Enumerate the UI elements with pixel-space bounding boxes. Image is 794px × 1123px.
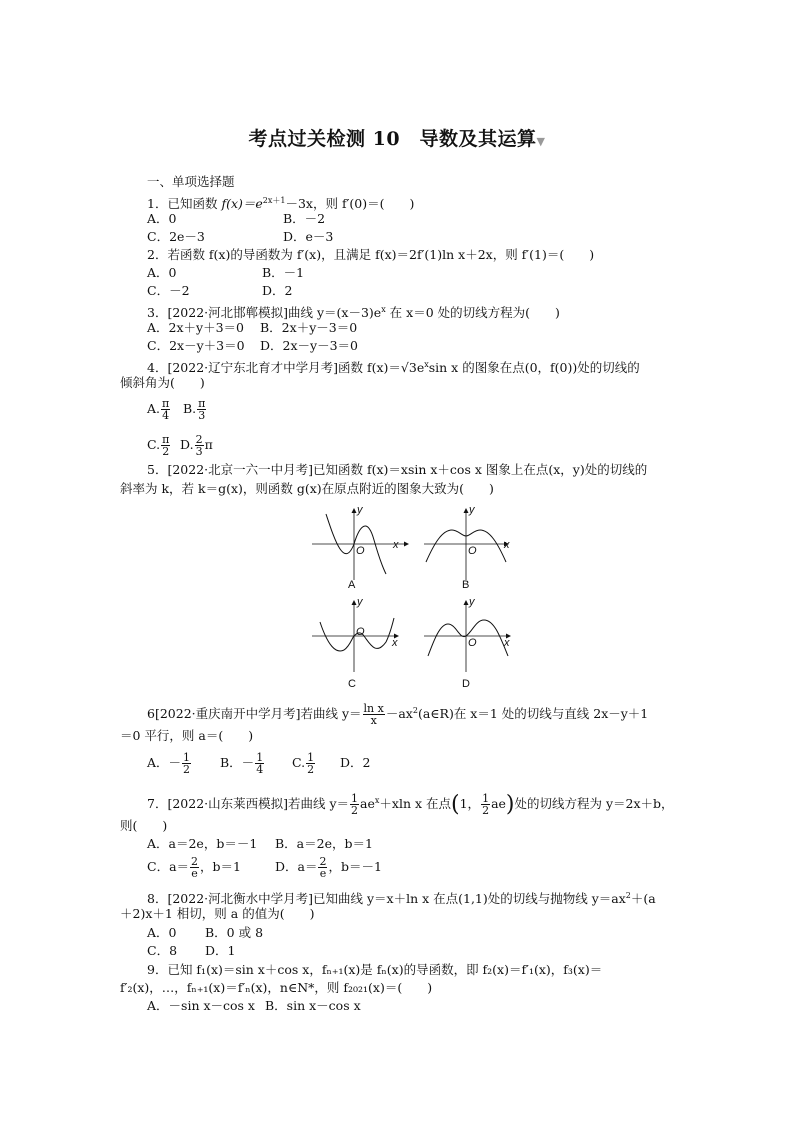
question-8-stem-line2: ＋2)x＋1 相切，则 a 的值为( ) <box>120 906 315 921</box>
fraction: $\frac{\pi}{2}$ <box>162 433 170 458</box>
question-6-option-d: D．2 <box>340 755 371 770</box>
graph-d <box>424 596 524 672</box>
graph-d-label: D <box>462 678 470 690</box>
fraction: $\frac{\pi}{4}$ <box>162 397 170 422</box>
question-7-stem: 7．[2022·山东莱西模拟]若曲线 y＝ $\frac{1}{2}$ $ae^x+xln$ x 在点(1， $\frac{1}{2}$ ae)处的切线方程为 y＝2x＋b， <box>147 792 674 818</box>
fraction: $\frac{1}{2}$ <box>307 751 315 776</box>
question-9-stem-line2: f′₂(x)，…，fₙ₊₁(x)＝f′ₙ(x)，n∈N*，则 f₂₀₂₁(x)＝( ) <box>120 980 433 995</box>
question-5-stem-line2: 斜率为 k，若 k＝g(x)，则函数 g(x)在原点附近的图象大致为( ) <box>120 481 494 496</box>
x-axis-label: x <box>393 539 399 551</box>
sqrt-symbol: √3 <box>400 360 417 376</box>
graph-a-label: A <box>348 579 356 591</box>
question-8-option-c: C．8 <box>147 943 178 958</box>
question-2-option-d: D．2 <box>262 283 293 298</box>
fraction: $\frac{\pi}{3}$ <box>198 397 206 422</box>
question-7-option-c: C．a＝ $\frac{2}{e}$ ，b＝1 <box>147 855 241 880</box>
question-4-option-d: D. $\frac{2}{3}$ π <box>180 433 213 458</box>
section-heading: 一、单项选择题 <box>147 174 235 189</box>
fraction: $\frac{2}{e}$ <box>191 855 199 880</box>
x-axis-label: x <box>392 637 398 649</box>
question-3-option-c: C．2x－y＋3＝0 <box>147 338 245 353</box>
fraction: $\frac{\text{ln x}}{x}$ <box>363 702 384 728</box>
question-4-stem-line2: 倾斜角为( ) <box>120 375 205 390</box>
question-3-option-b: B．2x＋y－3＝0 <box>260 320 358 335</box>
origin-label: O <box>356 545 365 557</box>
y-axis-label: y <box>357 596 363 608</box>
question-1-stem: 1．已知函数 $f(x)=e^{2x+1}-3x$，则 f′(0)＝( ) <box>147 196 415 212</box>
question-9-option-b: B．sin x－cos x <box>265 998 361 1013</box>
question-4-stem: 4．[2022·辽宁东北育才中学月考]函数 $f(x)=√3e^x\sin$ x 的图象在点(0，f(0))处的切线的 <box>147 360 640 376</box>
question-3-stem: 3．[2022·河北邯郸模拟]曲线 $y=(x-3)e^x$ 在 x＝0 处的切线方程为( ) <box>147 305 560 321</box>
question-2-option-c: C．－2 <box>147 283 190 298</box>
x-axis-label: x <box>504 539 510 551</box>
title-text: 考点过关检测 10 导数及其运算 <box>248 128 537 150</box>
question-3-option-d: D．2x－y－3＝0 <box>260 338 358 353</box>
y-axis-label: y <box>357 504 363 516</box>
question-7-option-b: B．a＝2e，b＝1 <box>275 836 373 851</box>
origin-label: O <box>468 637 477 649</box>
question-6-option-c: C. $\frac{1}{2}$ <box>292 751 315 776</box>
question-9-stem: 9．已知 f₁(x)＝sin x＋cos x，fₙ₊₁(x)是 fₙ(x)的导函数，即 f₂(x)＝f′₁(x)，f₃(x)＝ <box>147 962 603 977</box>
question-1-option-b: B．－2 <box>283 211 326 226</box>
page-title <box>0 124 794 151</box>
dropdown-triangle-icon: ▼ <box>536 135 546 148</box>
fraction: $\frac{1}{2}$ <box>183 751 191 776</box>
question-3-option-a: A．2x＋y＋3＝0 <box>147 320 244 335</box>
origin-label: O <box>356 626 365 638</box>
left-paren: ( <box>451 792 460 818</box>
question-8-stem: 8．[2022·河北衡水中学月考]已知曲线 y＝x＋ln x 在点(1,1)处的切线与抛物线 $y=ax^2+(a$ <box>147 891 656 907</box>
fraction: $\frac{1}{4}$ <box>256 751 264 776</box>
question-2-option-b: B．－1 <box>262 265 305 280</box>
right-paren: ) <box>505 792 515 818</box>
question-1-option-d: D．e－3 <box>283 229 334 244</box>
question-7-option-a: A．a＝2e，b＝－1 <box>147 836 258 851</box>
question-8-option-b: B．0 或 8 <box>205 925 264 940</box>
fraction: $\frac{2}{e}$ <box>319 855 327 880</box>
fraction: $\frac{1}{2}$ <box>351 792 359 818</box>
question-6-stem-line2: ＝0 平行，则 a＝( ) <box>120 728 254 743</box>
question-7-option-d: D．a＝ $\frac{2}{e}$ ，b＝－1 <box>275 855 382 880</box>
question-9-option-a: A．－sin x－cos x <box>147 998 255 1013</box>
question-2-stem: 2．若函数 f(x)的导函数为 f′(x)，且满足 f(x)＝2f′(1)ln x＋2x，则 f′(1)＝( ) <box>147 247 595 262</box>
question-8-option-a: A．0 <box>147 925 177 940</box>
origin-label: O <box>468 545 477 557</box>
graph-c-label: C <box>348 678 356 690</box>
question-6-option-b: B．－ $\frac{1}{4}$ <box>220 751 264 776</box>
fraction: $\frac{2}{3}$ <box>195 433 203 458</box>
fraction: $\frac{1}{2}$ <box>482 792 490 818</box>
graph-b <box>424 504 524 580</box>
question-8-option-d: D．1 <box>205 943 236 958</box>
graph-d-svg <box>424 600 524 672</box>
question-7-stem-line2: 则( ) <box>120 818 168 833</box>
question-4-option-b: B. $\frac{\pi}{3}$ <box>183 397 206 422</box>
graph-c <box>312 596 412 672</box>
question-1-option-c: C．2e－3 <box>147 229 205 244</box>
x-axis-label: x <box>504 637 510 649</box>
question-6-option-a: A．－ $\frac{1}{2}$ <box>147 751 191 776</box>
y-axis-label: y <box>469 596 475 608</box>
y-axis-label: y <box>469 504 475 516</box>
graph-a <box>312 504 412 580</box>
question-6-stem: 6[2022·重庆南开中学月考]若曲线 y＝ $\frac{\text{ln x}}{x}$ $-ax^2(a\in R)$在 x＝1 处的切线与直线 2x－y＋1 <box>147 702 649 728</box>
question-2-option-a: A．0 <box>147 265 177 280</box>
graph-b-label: B <box>462 579 470 591</box>
question-4-option-c: C. $\frac{\pi}{2}$ <box>147 433 170 458</box>
question-5-stem: 5．[2022·北京一六一中月考]已知函数 f(x)＝xsin x＋cos x 图象上在点(x，y)处的切线的 <box>147 462 648 477</box>
question-4-option-a: A. $\frac{\pi}{4}$ <box>147 397 170 422</box>
question-1-option-a: A．0 <box>147 211 177 226</box>
